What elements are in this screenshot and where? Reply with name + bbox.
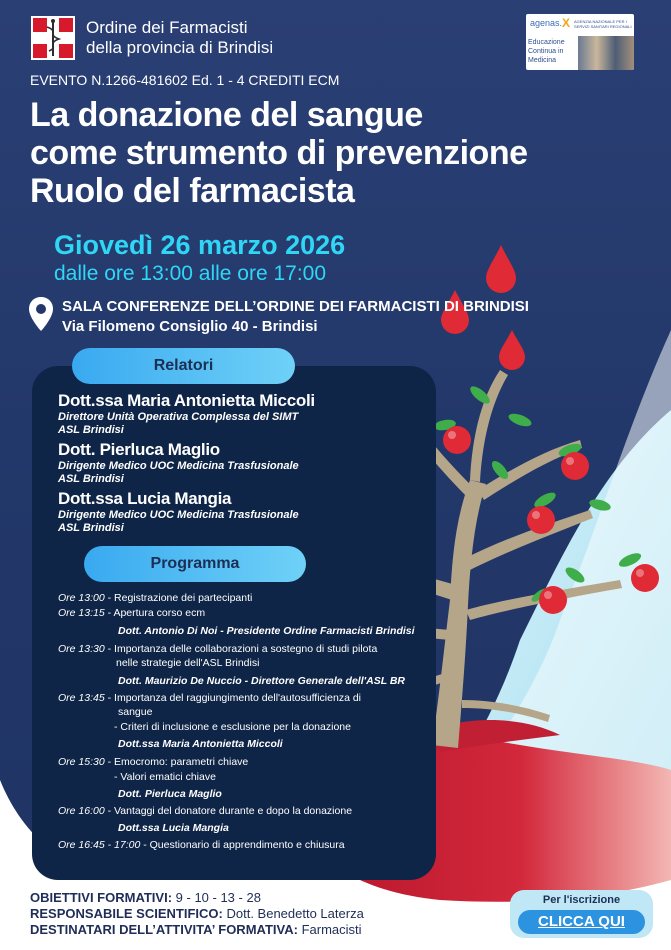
venue-name: SALA CONFERENZE DELL’ORDINE DEI FARMACISTI DI BRINDISI [62, 298, 529, 315]
agenas-wordmark: agenas. [530, 18, 563, 28]
organization-name-line2: della provincia di Brindisi [86, 38, 274, 57]
event-title-line1: La donazione del sangue [30, 96, 423, 134]
footer-destinatari-value: Farmacisti [301, 922, 362, 937]
speaker-affiliation: ASL Brindisi [58, 424, 124, 436]
speaker-affiliation: ASL Brindisi [58, 522, 124, 534]
registration-label: Per l'iscrizione [542, 894, 621, 906]
pharmacist-caduceus-logo [30, 15, 76, 61]
program-speaker: Dott. Antonio Di Noi - Presidente Ordine Farmacisti Brindisi [118, 625, 415, 637]
footer-responsabile-label: RESPONSABILE SCIENTIFICO: [30, 906, 223, 921]
program-item [58, 805, 352, 817]
footer-obiettivi-label: OBIETTIVI FORMATIVI: [30, 890, 173, 905]
program-time: Ore 13:30 [58, 643, 105, 655]
program-text: - Importanza del raggiungimento dell'autosufficienza di [104, 692, 361, 704]
agenas-ecm-logo [526, 14, 634, 70]
program-text: - Apertura corso ecm [104, 607, 206, 619]
event-time: dalle ore 13:00 alle ore 17:00 [54, 262, 327, 285]
program-text: - Criteri di inclusione e esclusione per la donazione [114, 721, 351, 733]
program-text: sangue [118, 706, 153, 718]
event-title-line2: come strumento di prevenzione [30, 134, 528, 172]
footer-obiettivi [30, 890, 261, 905]
speaker-role: Dirigente Medico UOC Medicina Trasfusionale [58, 460, 299, 472]
speaker-role: Dirigente Medico UOC Medicina Trasfusionale [58, 509, 299, 521]
event-title-line3: Ruolo del farmacista [30, 172, 355, 210]
program-item [58, 643, 377, 655]
agenas-subtitle: AGENZIA NAZIONALE PER I SERVIZI SANITARI REGIONALI [574, 19, 632, 29]
footer-destinatari-label: DESTINATARI DELL’ATTIVITA’ FORMATIVA: [30, 922, 298, 937]
program-item [58, 756, 248, 768]
program-time: Ore 13:00 [58, 592, 105, 604]
venue-address: Via Filomeno Consiglio 40 - Brindisi [62, 318, 318, 335]
speaker-affiliation: ASL Brindisi [58, 473, 124, 485]
location-pin-icon [28, 296, 54, 332]
program-time: Ore 15:30 [58, 756, 105, 768]
event-date: Giovedì 26 marzo 2026 [54, 230, 346, 260]
footer-obiettivi-value: 9 - 10 - 13 - 28 [175, 890, 261, 905]
program-text: - Emocromo: parametri chiave [104, 756, 249, 768]
program-time: Ore 16:00 [58, 805, 105, 817]
speaker-name: Dott. Pierluca Maglio [58, 440, 220, 459]
agenas-x-icon: X [562, 16, 571, 30]
speaker-name: Dott.ssa Lucia Mangia [58, 489, 232, 508]
program-text: - Vantaggi del donatore durante e dopo la donazione [104, 805, 353, 817]
footer-destinatari [30, 922, 362, 937]
organization-name-line1: Ordine dei Farmacisti [86, 18, 248, 37]
speaker-role: Direttore Unità Operativa Complessa del SIMT [58, 411, 299, 423]
program-text: nelle strategie dell'ASL Brindisi [116, 657, 260, 669]
program-speaker: Dott. Maurizio De Nuccio - Direttore Generale dell'ASL BR [118, 675, 406, 687]
program-speaker: Dott.ssa Lucia Mangia [118, 822, 229, 834]
program-text: - Questionario di apprendimento e chiusura [140, 839, 345, 851]
footer-responsabile-value: Dott. Benedetto Laterza [226, 906, 364, 921]
speaker-name: Dott.ssa Maria Antonietta Miccoli [58, 391, 315, 410]
program-speaker: Dott.ssa Maria Antonietta Miccoli [118, 738, 283, 750]
program-time: Ore 13:45 [58, 692, 105, 704]
registration-box [510, 890, 653, 938]
program-time: Ore 16:45 - 17:00 [58, 839, 141, 851]
relatori-heading: Relatori [72, 348, 295, 384]
programma-heading: Programma [84, 546, 306, 582]
program-text: - Valori ematici chiave [114, 771, 216, 783]
event-title [30, 96, 650, 210]
ecm-label: Educazione Continua in Medicina [528, 39, 565, 64]
program-text: - Importanza delle collaborazioni a sostegno di studi pilota [104, 643, 378, 655]
program-item [58, 692, 361, 704]
program-text: - Registrazione dei partecipanti [104, 592, 253, 604]
organization-name [86, 18, 273, 58]
program-item [58, 592, 252, 604]
program-item [58, 839, 345, 851]
agenas-photo [578, 36, 634, 70]
program-item [58, 607, 205, 619]
program-speaker: Dott. Pierluca Maglio [118, 788, 222, 800]
event-code: EVENTO N.1266-481602 Ed. 1 - 4 CREDITI ECM [30, 72, 340, 88]
footer-responsabile [30, 906, 364, 921]
program-time: Ore 13:15 [58, 607, 105, 619]
registration-button[interactable]: CLICCA QUI [518, 910, 645, 934]
